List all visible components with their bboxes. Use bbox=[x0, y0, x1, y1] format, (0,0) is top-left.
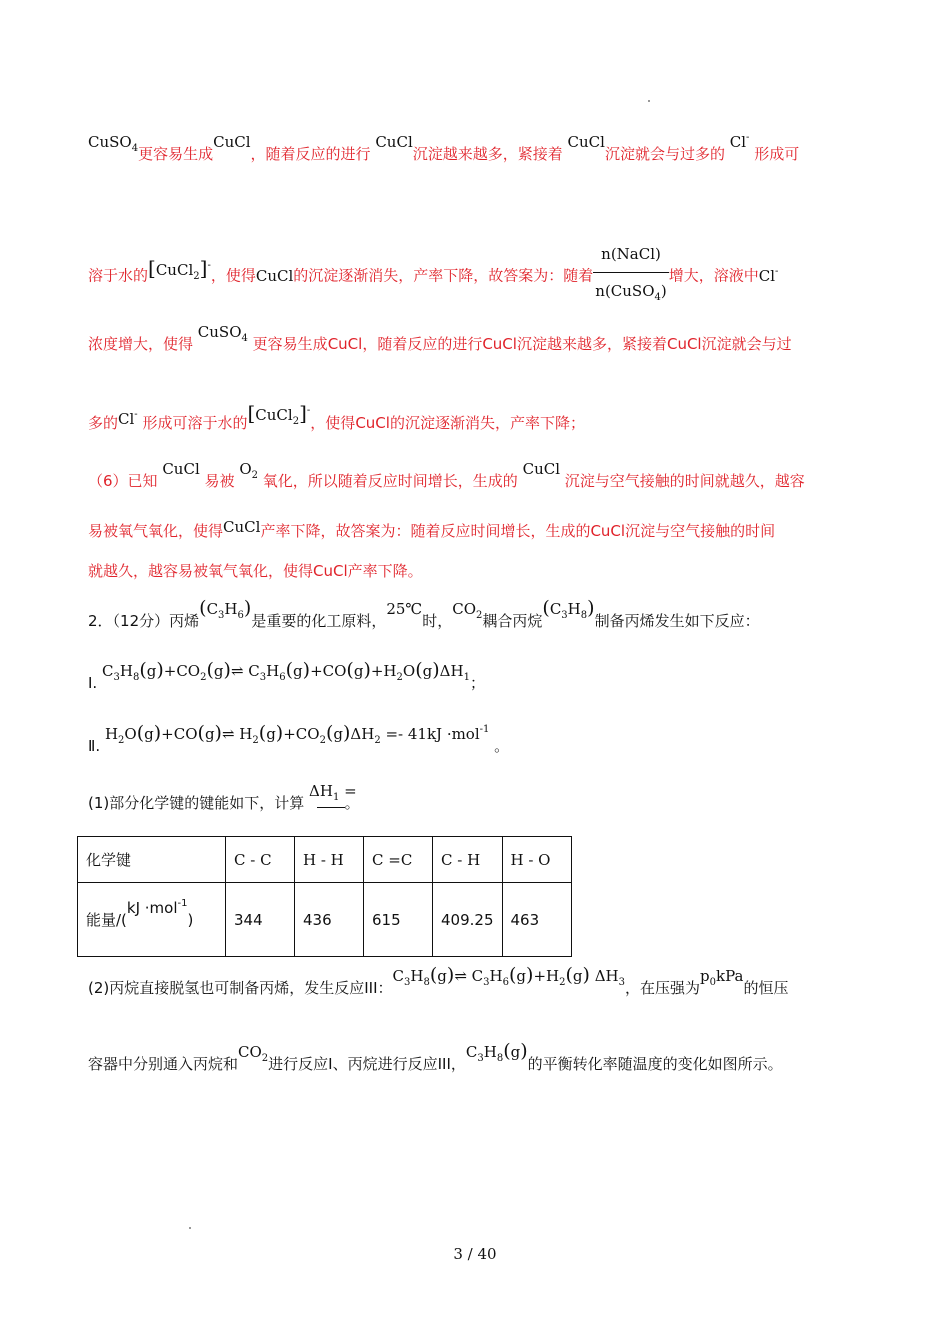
table-cell: 344 bbox=[226, 883, 295, 957]
table-cell: 409.25 bbox=[433, 883, 503, 957]
text: 产率下降，故答案为：随着反应时间增长，生成的 bbox=[260, 522, 591, 540]
text: 沉淀与空气接触的时间 bbox=[625, 522, 776, 540]
table-header-cell: C =C bbox=[364, 837, 433, 883]
answer-line-7 bbox=[88, 561, 862, 581]
text: 氧化，所以随着反应时间增长，生成的 bbox=[262, 472, 518, 490]
text: ，在压强为 bbox=[624, 979, 700, 997]
text: 浓度增大，使得 bbox=[88, 335, 194, 353]
text: 的沉淀逐渐消失，产率下降； bbox=[389, 414, 585, 432]
formula-cucl2-complex: [CuCl$_2$]- bbox=[148, 255, 211, 282]
text: 能量/( bbox=[86, 911, 127, 929]
text: 。 bbox=[494, 737, 510, 755]
sub-question-1 bbox=[88, 782, 862, 820]
formula-cucl: CuCl bbox=[375, 133, 413, 151]
text: 易被 bbox=[204, 472, 235, 490]
text: 沉淀与空气接触的时间就越久，越容 bbox=[564, 472, 805, 490]
text: 是重要的化工原料， bbox=[251, 612, 387, 630]
text: 更容易生成 bbox=[252, 335, 328, 353]
formula-cl-ion: Cl- bbox=[118, 409, 138, 428]
question-2-stem bbox=[88, 597, 862, 638]
text: 形成可溶于水的 bbox=[142, 414, 248, 432]
text: ) bbox=[187, 911, 194, 929]
formula-cucl: CuCl bbox=[567, 133, 605, 151]
formula-c3h8: $(C_3H_8)$ bbox=[542, 597, 595, 621]
formula-cucl: CuCl bbox=[162, 460, 200, 478]
formula-cucl: CuCl bbox=[213, 133, 251, 151]
text: 沉淀就会与过 bbox=[701, 335, 792, 353]
text: 多的 bbox=[88, 414, 119, 432]
text: 沉淀就会与过多的 bbox=[604, 145, 725, 163]
speck bbox=[189, 1227, 191, 1229]
formula-cl-ion: Cl- bbox=[729, 132, 750, 151]
text: 耦合丙烷 bbox=[482, 612, 543, 630]
text: 就越久，越容易被氧气氧化，使得 bbox=[88, 562, 314, 580]
table-row bbox=[78, 883, 572, 957]
text: 沉淀越来越多，紧接着 bbox=[516, 335, 667, 353]
text: 沉淀越来越多，紧接着 bbox=[412, 145, 563, 163]
formula-cuso4: CuSO$_4$ bbox=[197, 323, 248, 344]
reaction-label: Ⅱ. bbox=[88, 737, 101, 755]
text: 的平衡转化率随温度的变化如图所示。 bbox=[527, 1055, 783, 1073]
answer-line-3 bbox=[88, 323, 862, 361]
text: 形成可 bbox=[754, 145, 800, 163]
reaction-2-equation: $H_2O(g)+CO(g)\rightleftharpoons$ $H_2(g)+CO_2(g)\Delta H_2 =- 41kJ \cdot mol^{-1}$ bbox=[104, 722, 490, 746]
answer-line-2 bbox=[88, 236, 862, 316]
formula-c3h6: $(C_3H_6)$ bbox=[199, 597, 252, 621]
delta-h1: $\Delta H_1$ = bbox=[309, 782, 357, 803]
temperature: 25℃ bbox=[386, 600, 423, 618]
text: CuCl bbox=[355, 414, 390, 432]
reaction-1-equation: $C_3H_8(g)+CO_2(g)\rightleftharpoons$ $C_3H_6(g)+CO(g)+H_2O(g)\Delta H_1$ bbox=[101, 659, 470, 683]
table-row-label bbox=[78, 883, 226, 957]
text: CuCl bbox=[666, 335, 702, 353]
text: 的恒压 bbox=[743, 979, 789, 997]
table-header-cell: H - H bbox=[295, 837, 364, 883]
sub-question-2-continued bbox=[88, 1040, 862, 1081]
answer-line-5 bbox=[88, 460, 862, 498]
formula-cucl: CuCl bbox=[522, 460, 561, 478]
speck bbox=[648, 100, 650, 102]
pressure-p0: $p_0kPa$ bbox=[700, 967, 744, 988]
reaction-1 bbox=[88, 659, 862, 700]
text: （6）已知 bbox=[88, 472, 158, 490]
text: CuCl bbox=[590, 522, 626, 540]
sub-question-2 bbox=[88, 964, 862, 1005]
table-cell: 436 bbox=[295, 883, 364, 957]
table-header-row bbox=[78, 837, 572, 883]
table-cell: 463 bbox=[502, 883, 571, 957]
table-header-cell: H - O bbox=[502, 837, 571, 883]
reaction-2 bbox=[88, 722, 862, 763]
text: 容器中分别通入丙烷和 bbox=[88, 1055, 239, 1073]
text: (2)丙烷直接脱氢也可制备丙烯，发生反应III： bbox=[88, 979, 393, 997]
text: 更容易生成 bbox=[138, 145, 214, 163]
formula-cucl2-complex: [CuCl$_2$]- bbox=[247, 401, 311, 427]
text: 2．（12分）丙烯 bbox=[88, 612, 200, 630]
formula-cucl: CuCl bbox=[255, 266, 294, 285]
text: ，随着反应的进行 bbox=[362, 335, 483, 353]
bond-energy-table bbox=[77, 836, 572, 957]
text: ，使得 bbox=[210, 266, 256, 285]
formula-cl-ion: Cl- bbox=[758, 265, 779, 285]
answer-line-4 bbox=[88, 401, 862, 440]
ratio-fraction: $\frac{\text{n(NaCl)}}{n(CuSO_4)}$ bbox=[593, 236, 668, 316]
table-cell: 615 bbox=[364, 883, 433, 957]
text: CuCl bbox=[482, 335, 517, 353]
text: (1)部分化学键的键能如下，计算 bbox=[88, 794, 305, 812]
text: ，随着反应的进行 bbox=[250, 145, 371, 163]
formula-cucl: CuCl bbox=[223, 518, 261, 536]
text: CuCl bbox=[327, 335, 363, 353]
formula-co2: $CO_2$ bbox=[452, 600, 483, 621]
text: 易被氧气氧化，使得 bbox=[88, 522, 224, 540]
unit: kJ ·mol$^{-1}$ bbox=[126, 898, 188, 917]
text: 溶于水的 bbox=[88, 266, 149, 285]
answer-line-6 bbox=[88, 518, 862, 541]
text: ； bbox=[469, 674, 485, 692]
text: 增大，溶液中 bbox=[668, 266, 759, 285]
reaction-3-equation: $C_3H_8(g)\rightleftharpoons$ $C_3H_6(g)+H_2(g)$ $\Delta H_3$ bbox=[392, 964, 625, 988]
text: 进行反应Ⅰ、丙烷进行反应III， bbox=[268, 1055, 466, 1073]
text: ，使得 bbox=[310, 414, 356, 432]
page-number: 3 / 40 bbox=[453, 1245, 497, 1263]
formula-co2: $CO_2$ bbox=[238, 1043, 269, 1064]
table-header-cell: C - C bbox=[226, 837, 295, 883]
table-header-cell: 化学键 bbox=[78, 837, 226, 883]
text: CuCl bbox=[313, 562, 348, 580]
answer-line-1 bbox=[88, 132, 862, 171]
formula-c3h8-g: $C_3H_8(g)$ bbox=[465, 1040, 528, 1064]
text: 制备丙烯发生如下反应： bbox=[594, 612, 760, 630]
text: 产率下降。 bbox=[347, 562, 423, 580]
reaction-label: Ⅰ. bbox=[88, 674, 98, 692]
table-header-cell: C - H bbox=[433, 837, 503, 883]
text: 时， bbox=[422, 612, 453, 630]
text: 的沉淀逐渐消失，产率下降，故答案为：随着 bbox=[293, 266, 594, 285]
formula-cuso4: CuSO$_4$ bbox=[88, 133, 139, 154]
text: 。 bbox=[344, 794, 360, 812]
formula-o2: $O_2$ bbox=[239, 460, 259, 481]
